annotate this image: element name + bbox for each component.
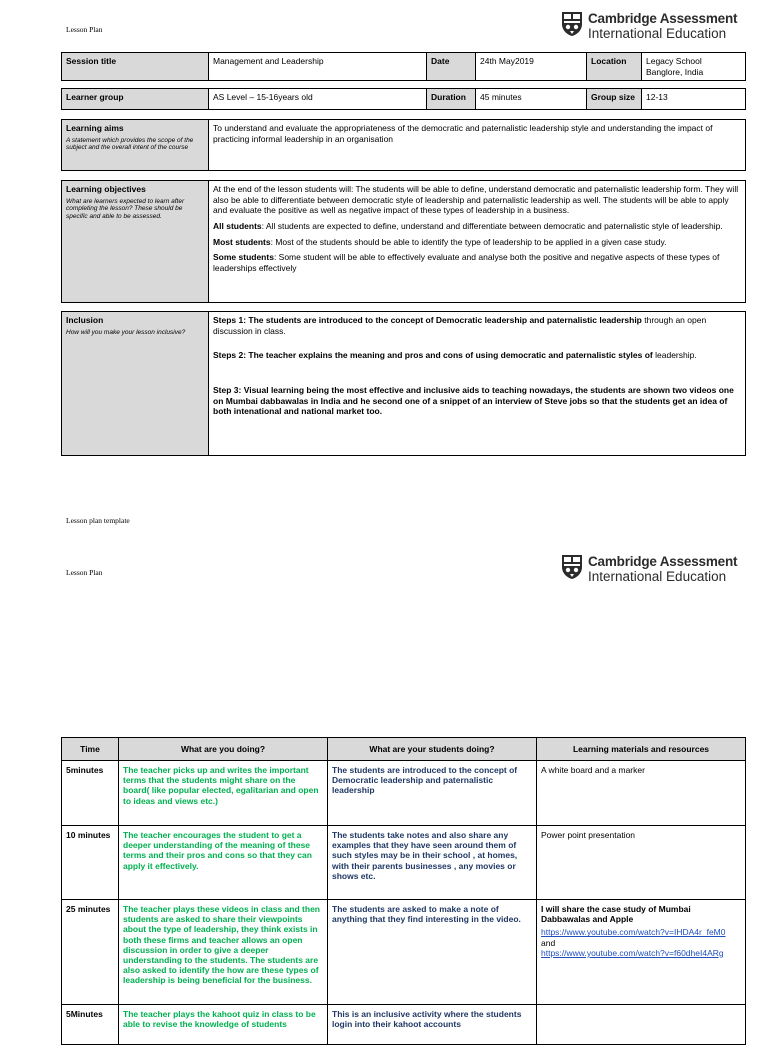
logo-line2: International Education — [588, 26, 727, 41]
row-teacher: The teacher plays the kahoot quiz in class to be able to revise the knowledge of students — [119, 1005, 328, 1045]
inclusion-desc: How will you make your lesson inclusive? — [66, 328, 186, 336]
learning-objectives-table — [61, 180, 746, 303]
most-students-label: Most students — [213, 236, 271, 247]
row-time: 5minutes — [62, 761, 119, 826]
header-teacher: What are you doing? — [119, 738, 328, 761]
inclusion-table — [61, 311, 746, 456]
youtube-link-1[interactable]: https://www.youtube.com/watch?v=IHDA4r_feM0 — [541, 927, 726, 938]
inclusion-content — [209, 312, 746, 456]
session-table — [61, 52, 746, 81]
row-students: This is an inclusive activity where the students login into their kahoot accounts — [328, 1005, 537, 1045]
row-materials — [537, 900, 746, 1005]
some-students-label: Some students — [213, 252, 274, 263]
learner-group-value: AS Level – 15-16years old — [209, 89, 427, 110]
learning-aims-table — [61, 119, 746, 171]
row-materials: Power point presentation — [537, 826, 746, 900]
duration-label: Duration — [427, 89, 476, 110]
group-size-value: 12-13 — [642, 89, 746, 110]
step2-paragraph — [213, 350, 741, 361]
cambridge-logo-page2 — [561, 554, 737, 584]
learning-objectives-desc: What are learners expected to learn after completing the lesson? These should be specific and able to be assessed. — [66, 197, 185, 221]
row-time: 25 minutes — [62, 900, 119, 1005]
crest-icon — [561, 11, 583, 37]
location-label: Location — [587, 53, 642, 81]
most-students-paragraph — [213, 237, 741, 248]
row-materials: A white board and a marker — [537, 761, 746, 826]
objectives-intro: At the end of the lesson students will: The students will be able to define, understand democratic and paternalistic leadership form. They will also be able to differentiate between democratic style of leadership and paternalistic leadership as well. The students will be able to apply and evaluate the positive as well as negative impact of these types of leadership in a business. — [213, 184, 739, 216]
all-students-paragraph — [213, 221, 741, 232]
logo-line1: Cambridge Assessment — [588, 554, 738, 569]
logo-line2: International Education — [588, 569, 727, 584]
header-students: What are your students doing? — [328, 738, 537, 761]
step1-rest: through an open discussion in class. — [213, 315, 707, 336]
row-students: The students are introduced to the concept of Democratic leadership and paternalistic leadership — [328, 761, 537, 826]
most-students-text: : Most of the students should be able to identify the type of leadership to be applied in a given case study. — [270, 236, 667, 247]
location-line1: Legacy School — [646, 56, 702, 66]
page1-footer-label: Lesson plan template — [66, 516, 130, 525]
date-label: Date — [427, 53, 476, 81]
learner-group-label: Learner group — [62, 89, 209, 110]
date-value: 24th May2019 — [476, 53, 587, 81]
table-row — [62, 761, 746, 826]
row-teacher: The teacher encourages the student to get a deeper understanding of the meaning of these terms and their pros and cons so that they can apply it effectively. — [119, 826, 328, 900]
learning-aims-text: To understand and evaluate the appropriateness of the democratic and paternalistic leadership style and understanding the impact of practicing informal leadership in an organisation — [209, 120, 746, 171]
page2-header-label: Lesson Plan — [66, 568, 103, 577]
learning-objectives-cell — [62, 181, 209, 303]
case-study-text: I will share the case study of Mumbai Dabbawalas and Apple — [541, 904, 691, 925]
learning-objectives-label: Learning objectives — [66, 184, 146, 194]
all-students-label: All students — [213, 220, 262, 231]
step1-paragraph — [213, 315, 741, 336]
table-row — [62, 1005, 746, 1045]
session-title-value: Management and Leadership — [209, 53, 427, 81]
youtube-link-2[interactable]: https://www.youtube.com/watch?v=f60dheI4ARg — [541, 947, 724, 958]
all-students-text: : All students are expected to define, understand and differentiate between democratic and paternalistic style of leadership. — [261, 220, 723, 231]
duration-value: 45 minutes — [476, 89, 587, 110]
step2-rest: leadership. — [652, 350, 697, 361]
table-row — [62, 826, 746, 900]
learning-aims-cell — [62, 120, 209, 171]
header-time: Time — [62, 738, 119, 761]
header-materials: Learning materials and resources — [537, 738, 746, 761]
group-size-label: Group size — [587, 89, 642, 110]
some-students-text: : Some student will be able to effectively evaluate and analyse both the positive and negative aspects of these types of leaderships effectively — [213, 252, 720, 273]
inclusion-label: Inclusion — [66, 315, 104, 325]
step2-bold: Steps 2: The teacher explains the meaning and pros and cons of using democratic and paternalistic styles of — [213, 350, 653, 361]
row-time: 5Minutes — [62, 1005, 119, 1045]
session-title-label: Session title — [62, 53, 209, 81]
row-time: 10 minutes — [62, 826, 119, 900]
crest-icon — [561, 554, 583, 580]
location-line2: Banglore, India — [646, 66, 704, 77]
cambridge-logo — [561, 11, 737, 41]
row-teacher: The teacher picks up and writes the important terms that the students might share on the board( like popular elected, egalitarian and open to ideas and views etc.) — [119, 761, 328, 826]
row-students: The students take notes and also share any examples that they have seen around them of such styles may be in their school , at homes, with their parents businesses , any movies or shows etc. — [328, 826, 537, 900]
learner-group-table — [61, 88, 746, 110]
and-text: and — [541, 937, 556, 948]
some-students-paragraph — [213, 252, 741, 273]
learning-aims-label: Learning aims — [66, 123, 124, 133]
table-row — [62, 900, 746, 1005]
row-students: The students are asked to make a note of anything that they find interesting in the video. — [328, 900, 537, 1005]
step3-paragraph: Step 3: Visual learning being the most effective and inclusive aids to teaching nowadays, the students are shown two videos one on Mumbai dabbawalas in India and he second one of a snippet of an interview of Steve jobs so that the students get an idea of both intenational and national market too. — [213, 384, 734, 417]
inclusion-cell — [62, 312, 209, 456]
page1-header-label: Lesson Plan — [66, 25, 103, 34]
logo-line1: Cambridge Assessment — [588, 11, 738, 26]
lesson-plan-table — [61, 737, 746, 1045]
learning-aims-desc: A statement which provides the scope of the subject and the overall intent of the course — [66, 136, 194, 152]
location-value — [642, 53, 746, 81]
step1-bold: Steps 1: The students are introduced to the concept of Democratic leadership and paternalistic leadership — [213, 315, 642, 325]
row-materials — [537, 1005, 746, 1045]
learning-objectives-content — [209, 181, 746, 303]
row-teacher: The teacher plays these videos in class and then students are asked to share their viewpoints about the type of leadership, they think exists in both these firms and teacher allows an open discussion in order to give a deeper understanding to the students. The students are also asked to identify the how are these types of leadership is being beneficial for the business. — [119, 900, 328, 1005]
